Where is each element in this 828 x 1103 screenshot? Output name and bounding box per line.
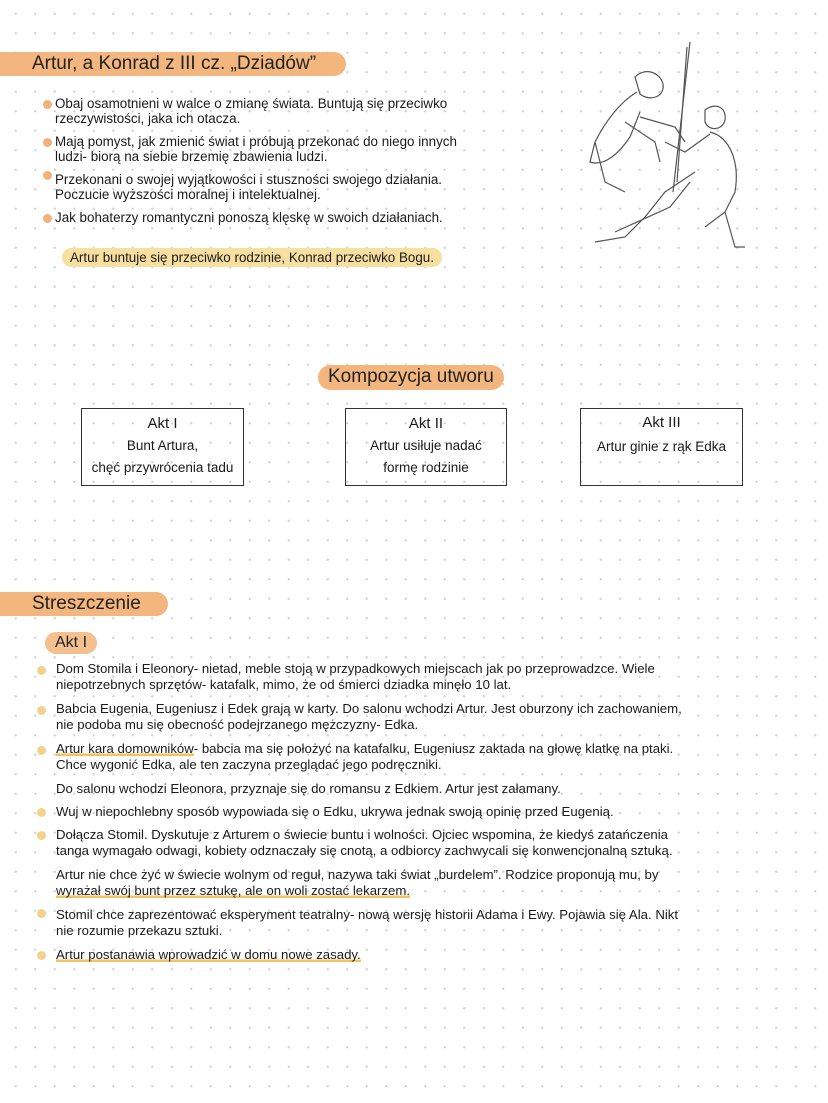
- act-box-2: [345, 408, 507, 486]
- list-item: [56, 804, 776, 820]
- bullet-icon: [43, 171, 52, 180]
- line: Przekonani o swojej wyjątkowości i stuszności swojego działania.: [55, 172, 443, 187]
- comparison-list: [55, 97, 525, 235]
- act-line: Bunt Artura,: [126, 438, 199, 453]
- line: Artur nie chce żyć w świecie wolnym od reguł, nazywa taki świat „burdelem”. Rodzice proponują mu, by: [56, 867, 659, 882]
- list-item: [55, 135, 525, 164]
- section-title-artur-konrad: Artur, a Konrad z III cz. „Dziadów”: [0, 52, 346, 76]
- line: rzeczywistości, jaka ich otacza.: [55, 110, 241, 126]
- line: Chce wygonić Edka, ale ten zaczyna przeglądać jego podręczniki.: [56, 756, 442, 772]
- list-item: [56, 781, 776, 797]
- line: Jak bohaterzy romantyczni ponoszą klęskę w swoich działaniach.: [55, 210, 443, 225]
- bullet-icon: [37, 706, 46, 715]
- list-item: [55, 173, 525, 202]
- section-title-kompozycja: Kompozycja utworu: [318, 365, 504, 390]
- line: Wuj w niepochlebny sposób wypowiada się o Edku, ukrywa jednak swoją opinię przed Eugenią.: [56, 803, 614, 819]
- key-difference: [62, 250, 442, 265]
- act-box-3: [580, 408, 743, 486]
- underlined-text: Artur kara domowników: [56, 741, 194, 756]
- list-item: [56, 701, 776, 732]
- subsection-akt-1: Akt I: [45, 632, 97, 654]
- list-item: [56, 907, 776, 938]
- underlined-text: Artur postanawia wprowadzić w domu nowe zasady.: [56, 947, 361, 962]
- act-title: Akt III: [642, 414, 681, 431]
- act-title: Akt II: [408, 415, 444, 432]
- bullet-icon: [37, 808, 46, 817]
- line: nie rozumie przekazu sztuki.: [56, 922, 223, 938]
- line: Dom Stomila i Eleonory- nietad, meble stoją w przypadkowych miejscach jak po przeprowadzce. Wiele: [56, 661, 655, 676]
- highlight-text: Artur buntuje się przeciwko rodzinie, Konrad przeciwko Bogu.: [62, 248, 442, 267]
- line: niepotrzebnych sprzętów- katafalk, mimo, że od śmierci dziadka minęło 10 lat.: [56, 676, 512, 692]
- bullet-icon: [37, 909, 46, 918]
- list-item: [56, 867, 776, 898]
- act-line: chęć przywrócenia tadu: [91, 460, 234, 475]
- bullet-icon: [37, 831, 46, 840]
- line: Dołącza Stomil. Dyskutuje z Arturem o świecie buntu i wolności. Ojciec wspomina, że kiedyś zatańczenia: [56, 827, 669, 842]
- section-title-streszczenie: Streszczenie: [0, 592, 168, 616]
- line: Stomil chce zaprezentować eksperyment teatralny- nową wersję historii Adama i Ewy. Pojawia się Ala. Nikt: [56, 907, 679, 922]
- list-item: [55, 211, 525, 226]
- line: Do salonu wchodzi Eleonora, przyznaje się do romansu z Edkiem. Artur jest załamany.: [56, 781, 561, 796]
- act-line: Artur usiłuje nadać: [370, 438, 482, 453]
- list-item: [55, 97, 525, 126]
- list-item: [56, 947, 776, 963]
- bullet-icon: [37, 746, 46, 755]
- line: Obaj osamotnieni w walce o zmianę świata. Buntują się przeciwko: [55, 96, 448, 111]
- act-title: Akt I: [147, 415, 178, 432]
- underlined-text: wyrażał swój bunt przez sztukę, ale on woli zostać lekarzem.: [56, 882, 411, 898]
- list-item: [56, 827, 776, 858]
- act-box-1: [81, 408, 244, 486]
- line: tanga wymagało odwagi, kobiety odznaczały się cnotą, a odbiorcy zachwycali się konwencjonalną sztuką.: [56, 842, 673, 858]
- bullet-icon: [37, 666, 46, 675]
- sketch-illustration-icon: [585, 42, 750, 252]
- line: Poczucie wyższości moralnej i intelektualnej.: [55, 186, 321, 202]
- line: nie podoba mu się obecność podejrzanego mężczyzny- Edka.: [56, 716, 419, 732]
- act-line: Artur ginie z rąk Edka: [596, 439, 727, 454]
- bullet-icon: [37, 951, 46, 960]
- line: ludzi- biorą na siebie brzemię zbawienia ludzi.: [55, 148, 328, 164]
- line: - babcia ma się położyć na katafalku, Eugeniusz zaktada na głowę klatkę na ptaki.: [193, 741, 674, 756]
- bullet-icon: [43, 214, 52, 223]
- bullet-icon: [43, 138, 52, 147]
- bullet-icon: [43, 100, 52, 109]
- list-item: [56, 661, 776, 692]
- line: Mają pomyst, jak zmienić świat i próbują przekonać do niego innych: [55, 134, 457, 149]
- list-item: [56, 741, 776, 772]
- act-line: formę rodzinie: [383, 460, 469, 475]
- line: Babcia Eugenia, Eugeniusz i Edek grają w karty. Do salonu wchodzi Artur. Jest oburzony ich zachowaniem,: [56, 701, 682, 716]
- summary-list: [56, 661, 776, 972]
